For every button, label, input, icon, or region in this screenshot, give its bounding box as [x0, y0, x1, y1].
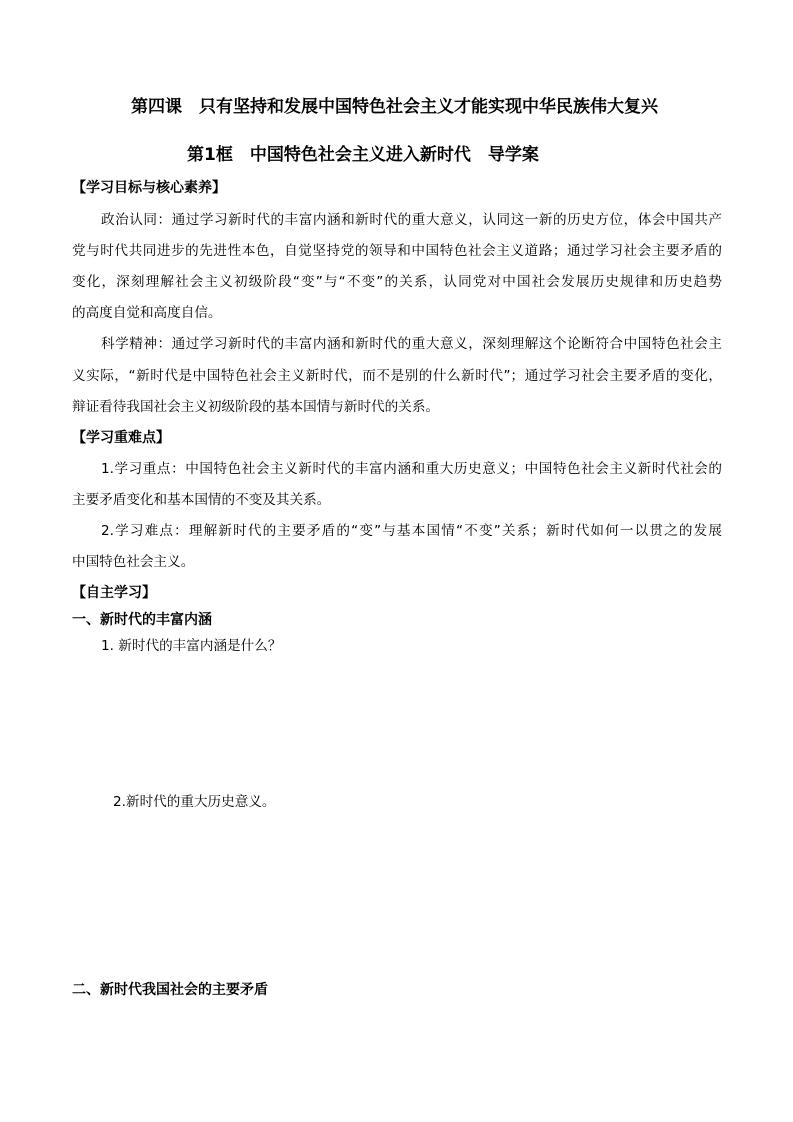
text-line: 义实际，“新时代是中国特色社会主义新时代，而不是别的什么新时代”；通过学习社会主要矛盾的变化，: [72, 368, 722, 384]
objectives-heading: 【学习目标与核心素养】: [72, 180, 226, 196]
text-line: 辩证看待我国社会主义初级阶段的基本国情与新时代的关系。: [72, 399, 440, 415]
keypoints-heading: 【学习重难点】: [72, 430, 170, 446]
text-line: 的高度自觉和高度自信。: [72, 305, 222, 321]
text-line: 政治认同：通过学习新时代的丰富内涵和新时代的重大意义，认同这一新的历史方位，体会中国共产: [101, 212, 722, 228]
text-line: 党与时代共同进步的先进性本色，自觉坚持党的领导和中国特色社会主义道路；通过学习社会主要矛盾的: [72, 243, 722, 259]
text-line: 中国特色社会主义。: [72, 554, 195, 570]
text-line: 1.学习重点：中国特色社会主义新时代的丰富内涵和重大历史意义；中国特色社会主义新时代社会的: [101, 461, 722, 477]
text-line: 变化，深刻理解社会主义初级阶段“变”与“不变”的关系，认同党对中国社会发展历史规律和历史趋势: [72, 274, 722, 290]
text-line: 主要矛盾变化和基本国情的不变及其关系。: [72, 492, 331, 508]
text-line: 2.学习难点：理解新时代的主要矛盾的“变”与基本国情“不变”关系；新时代如何一以贯之的发展: [101, 523, 722, 539]
frame-title: 第1框 中国特色社会主义进入新时代 导学案: [187, 145, 539, 165]
section-2-heading: 二、新时代我国社会的主要矛盾: [72, 982, 268, 998]
section-1-heading: 一、新时代的丰富内涵: [72, 612, 212, 628]
lesson-title: 第四课 只有坚持和发展中国特色社会主义才能实现中华民族伟大复兴: [131, 97, 658, 117]
self-study-heading: 【自主学习】: [72, 585, 156, 601]
text-line: 科学精神：通过学习新时代的丰富内涵和新时代的重大意义，深刻理解这个论断符合中国特色社会主: [101, 336, 722, 352]
question-2: 2.新时代的重大历史意义。: [113, 794, 276, 810]
question-1: 1. 新时代的丰富内涵是什么？: [101, 638, 282, 654]
